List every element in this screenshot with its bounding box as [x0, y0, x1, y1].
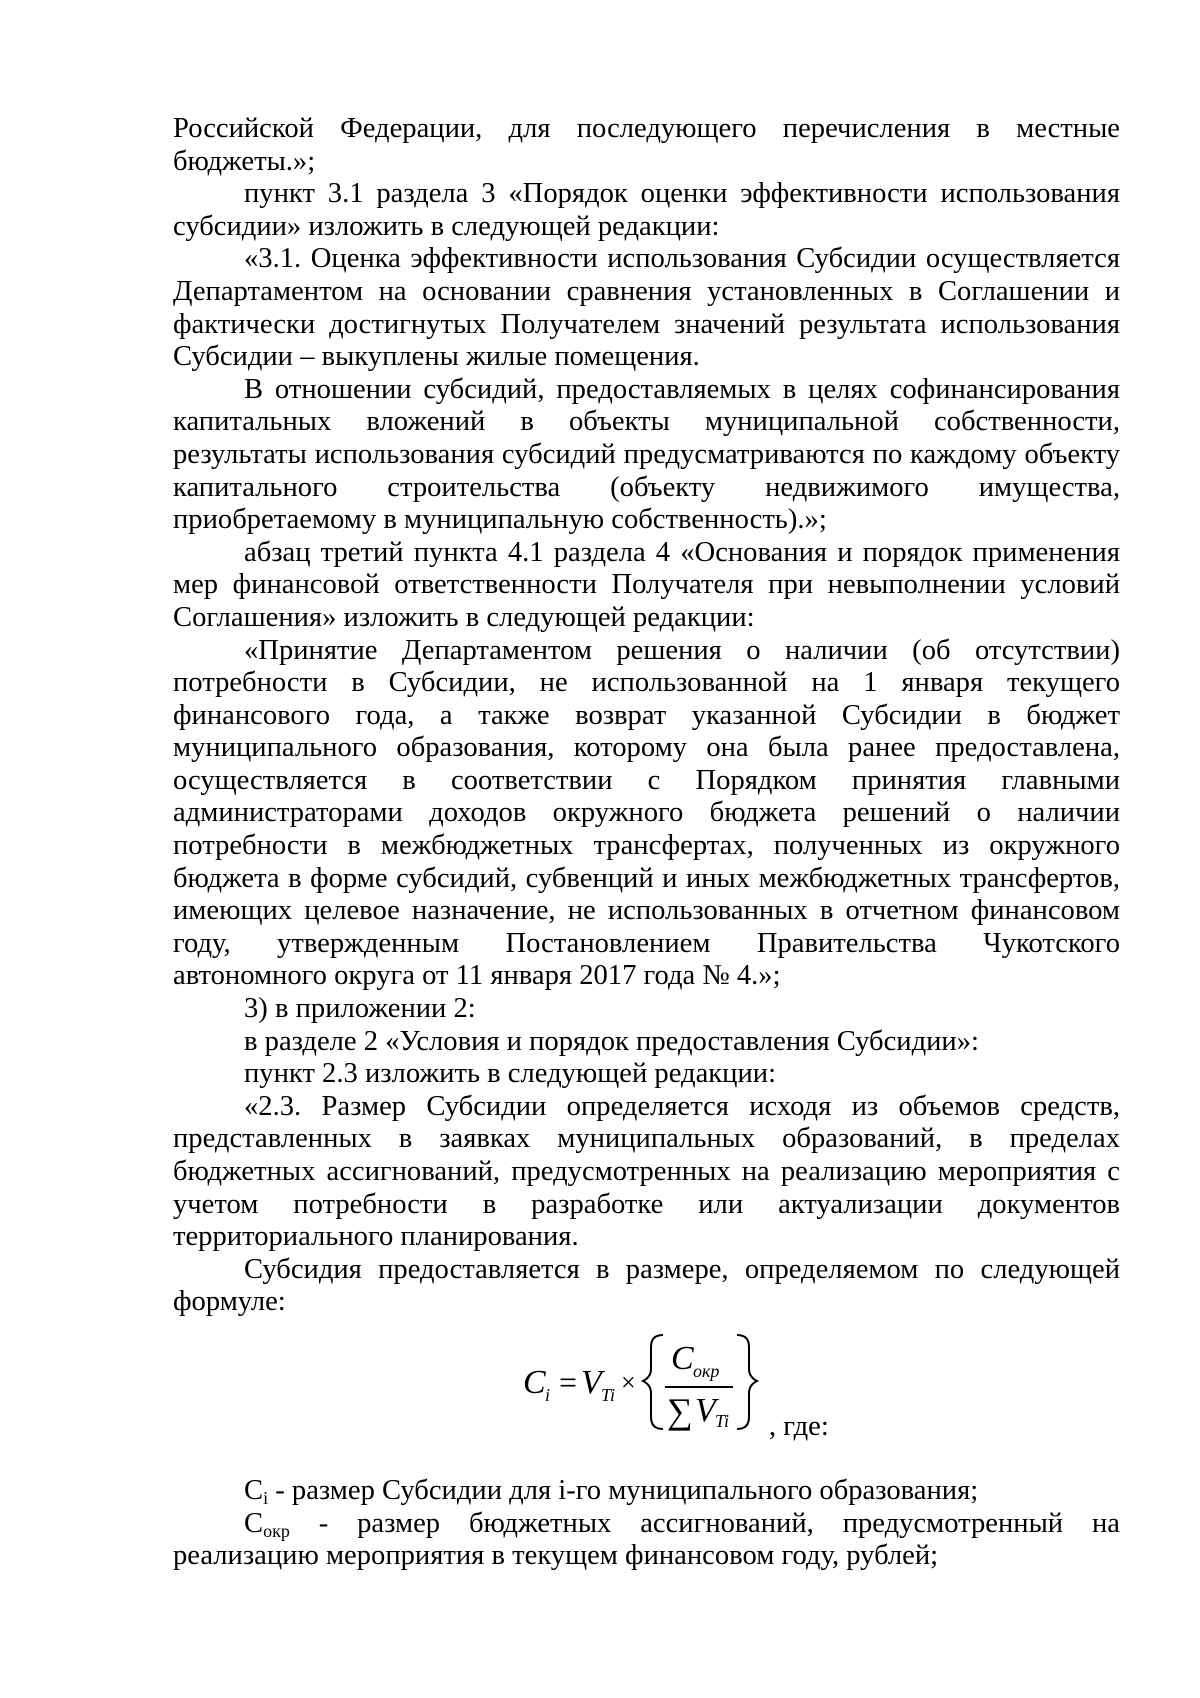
definition-ci-text: - размер Субсидии для i-го муниципального образования;	[268, 1474, 979, 1506]
definition-cokr	[173, 1508, 1120, 1573]
formula-denominator-subscript: Ti	[715, 1410, 730, 1431]
definition-cokr-text: - размер бюджетных ассигнований, предусмотренный на реализацию мероприятия в текущем финансовом году, рублей;	[173, 1507, 1120, 1572]
formula-numerator-c: C	[671, 1339, 694, 1377]
paragraph-section-2: в разделе 2 «Условия и порядок предоставления Субсидии»:	[244, 1025, 979, 1057]
paragraph-capital-investments: В отношении субсидий, предоставляемых в целях софинансирования капитальных вложений в объекты муниципальной собственности, результаты использования субсидий предусматриваются по каждому объекту капитального строительства (объекту недвижимого имущества, приобретаемому в муниципальную собственность).»;	[173, 373, 1120, 536]
formula-v: V	[581, 1363, 602, 1401]
formula-v-subscript: Ti	[601, 1384, 616, 1405]
formula-sum: ∑	[667, 1390, 693, 1431]
formula-right-brace	[737, 1335, 757, 1429]
paragraph-item-4-1: абзац третий пункта 4.1 раздела 4 «Основания и порядок применения мер финансовой ответственности Получателя при невыполнении условий Соглашения» изложить в следующей редакции:	[173, 536, 1120, 633]
formula-c-subscript: i	[545, 1384, 551, 1405]
definition-cokr-subscript: окр	[263, 1520, 290, 1541]
definition-ci	[173, 1475, 1120, 1508]
paragraph-continuation: Российской Федерации, для последующего перечисления в местные бюджеты.»;	[173, 113, 1120, 177]
formula-times: ×	[621, 1367, 636, 1397]
formula-where: , где:	[769, 1410, 829, 1442]
formula-denominator-v: V	[695, 1391, 716, 1429]
formula-numerator-subscript: окр	[693, 1360, 720, 1381]
document-page	[173, 113, 1120, 1573]
paragraph-quote-decision: «Принятие Департаментом решения о наличии (об отсутствии) потребности в Субсидии, не использованной на 1 января текущего финансового года, а также возврат указанной Субсидии в бюджет муниципального образования, которому она была ранее предоставлена, осуществляется в соответствии с Порядком принятия главными администраторами доходов окружного бюджета решений о наличии потребности в межбюджетных трансфертах, полученных из окружного бюджета в форме субсидий, субвенций и иных межбюджетных трансфертов, имеющих целевое назначение, не использованных в отчетном финансовом году, утвержденным Постановлением Правительства Чукотского автономного округа от 11 января 2017 года № 4.»;	[173, 634, 1120, 992]
definition-cokr-symbol: C	[244, 1507, 264, 1539]
paragraph-quote-3-1: «3.1. Оценка эффективности использования Субсидии осуществляется Департаментом на основании сравнения установленных в Соглашении и фактически достигнутых Получателем значений результата использования Субсидии – выкуплены жилые помещения.	[173, 243, 1120, 373]
subsidy-formula	[173, 1325, 1120, 1455]
formula-c: C	[523, 1363, 546, 1401]
formula-left-brace	[643, 1335, 663, 1429]
definition-ci-symbol: C	[244, 1474, 264, 1506]
paragraph-quote-2-3: «2.3. Размер Субсидии определяется исходя из объемов средств, представленных в заявках муниципальных образований, в пределах бюджетных ассигнований, предусмотренных на реализацию мероприятия с учетом потребности в разработке или актуализации документов территориального планирования.	[173, 1090, 1120, 1253]
paragraph-formula-intro: Субсидия предоставляется в размере, определяемом по следующей формуле:	[173, 1253, 1120, 1318]
paragraph-item-2-3: пункт 2.3 изложить в следующей редакции:	[244, 1058, 777, 1090]
paragraph-item-3-1: пункт 3.1 раздела 3 «Порядок оценки эффективности использования субсидии» изложить в следующей редакции:	[173, 178, 1120, 242]
formula-equals: =	[559, 1363, 578, 1400]
definition-ci-subscript: i	[263, 1487, 269, 1508]
formula-graphic	[523, 1325, 773, 1455]
paragraph-appendix-2: 3) в приложении 2:	[244, 993, 476, 1025]
